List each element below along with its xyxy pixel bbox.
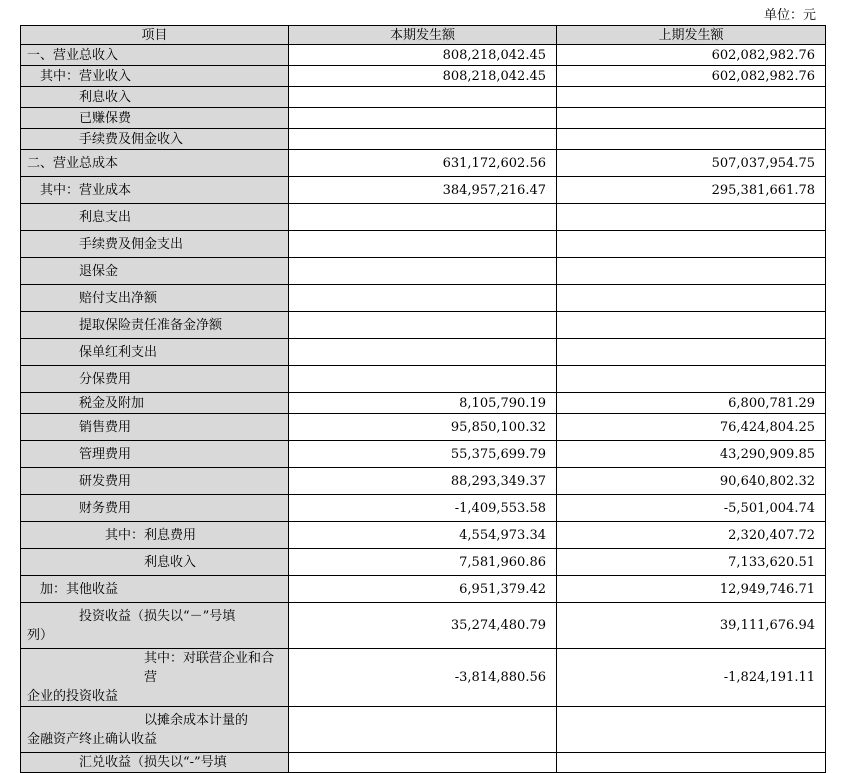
table-row	[21, 576, 826, 603]
row-label: 已赚保费	[79, 110, 132, 126]
prior-period-value: 6,800,781.29	[557, 393, 826, 414]
prior-period-value	[557, 285, 826, 312]
row-label-cell	[21, 495, 289, 522]
prior-period-value	[557, 707, 826, 753]
row-label-cell	[21, 603, 289, 649]
row-label-cell	[21, 414, 289, 441]
row-label: 分保费用	[79, 371, 132, 387]
table-row	[21, 339, 826, 366]
row-label: 利息支出	[79, 209, 132, 225]
row-label-cell	[21, 549, 289, 576]
row-label-cell	[21, 312, 289, 339]
row-label-cell	[21, 258, 289, 285]
prior-period-value: -5,501,004.74	[557, 495, 826, 522]
table-row	[21, 177, 826, 204]
table-body	[21, 45, 826, 773]
prior-period-value: 602,082,982.76	[557, 66, 826, 87]
row-label-cell	[21, 108, 289, 129]
current-period-value	[289, 231, 557, 258]
current-period-value	[289, 108, 557, 129]
row-label: 税金及附加	[79, 395, 145, 411]
row-label-cell	[21, 66, 289, 87]
current-period-value	[289, 312, 557, 339]
current-period-value: -1,409,553.58	[289, 495, 557, 522]
row-label-cell	[21, 707, 289, 753]
row-label: 管理费用	[79, 446, 132, 462]
current-period-value: 808,218,042.45	[289, 45, 557, 66]
prior-period-value: 2,320,407.72	[557, 522, 826, 549]
current-period-value: 384,957,216.47	[289, 177, 557, 204]
current-period-value	[289, 753, 557, 773]
prior-period-value	[557, 366, 826, 393]
table-header-row	[21, 26, 826, 45]
row-label: 财务费用	[79, 500, 132, 516]
row-label-cell	[21, 576, 289, 603]
table-row	[21, 231, 826, 258]
prior-period-value	[557, 312, 826, 339]
prior-period-value: 90,640,802.32	[557, 468, 826, 495]
row-label: 其中：营业收入	[40, 68, 132, 84]
table-row	[21, 87, 826, 108]
header-prior-period: 上期发生额	[557, 26, 826, 45]
current-period-value: -3,814,880.56	[289, 649, 557, 707]
row-label-cell	[21, 522, 289, 549]
row-label-cell	[21, 87, 289, 108]
current-period-value: 8,105,790.19	[289, 393, 557, 414]
prior-period-value	[557, 753, 826, 773]
table-row	[21, 285, 826, 312]
prior-period-value: 43,290,909.85	[557, 441, 826, 468]
current-period-value: 35,274,480.79	[289, 603, 557, 649]
row-label: 利息收入	[79, 89, 132, 105]
row-label: 研发费用	[79, 473, 132, 489]
row-label: 一、营业总收入	[27, 47, 119, 63]
row-label-cell	[21, 204, 289, 231]
row-label: 其中：对联营企业和合营	[144, 651, 275, 685]
row-label-cell	[21, 468, 289, 495]
unit-label: 单位：元	[763, 8, 816, 23]
table-row	[21, 258, 826, 285]
prior-period-value: 12,949,746.71	[557, 576, 826, 603]
table-row	[21, 129, 826, 150]
prior-period-value: -1,824,191.11	[557, 649, 826, 707]
current-period-value	[289, 258, 557, 285]
row-label-cell	[21, 231, 289, 258]
table-row	[21, 549, 826, 576]
table-row	[21, 66, 826, 87]
row-label-cell	[21, 177, 289, 204]
income-statement-table	[20, 25, 826, 773]
table-row	[21, 495, 826, 522]
current-period-value: 55,375,699.79	[289, 441, 557, 468]
row-label-cell	[21, 150, 289, 177]
prior-period-value: 7,133,620.51	[557, 549, 826, 576]
row-label-cell	[21, 285, 289, 312]
prior-period-value: 39,111,676.94	[557, 603, 826, 649]
table-row	[21, 312, 826, 339]
row-label-cell	[21, 753, 289, 773]
row-label-cell	[21, 339, 289, 366]
row-label-continued: 列）	[27, 627, 54, 643]
current-period-value: 6,951,379.42	[289, 576, 557, 603]
table-row	[21, 366, 826, 393]
current-period-value	[289, 707, 557, 753]
row-label-continued: 金融资产终止确认收益	[27, 731, 158, 747]
row-label: 以摊余成本计量的	[144, 712, 249, 728]
current-period-value: 88,293,349.37	[289, 468, 557, 495]
header-current-period: 本期发生额	[289, 26, 557, 45]
table-row	[21, 753, 826, 773]
row-label: 投资收益（损失以“－”号填	[79, 608, 236, 624]
current-period-value	[289, 366, 557, 393]
current-period-value: 808,218,042.45	[289, 66, 557, 87]
row-label: 手续费及佣金收入	[79, 131, 184, 147]
row-label-cell	[21, 366, 289, 393]
table-row	[21, 108, 826, 129]
row-label: 其中：营业成本	[40, 182, 132, 198]
row-label: 保单红利支出	[79, 344, 158, 360]
current-period-value: 4,554,973.34	[289, 522, 557, 549]
table-row	[21, 603, 826, 649]
current-period-value	[289, 339, 557, 366]
row-label-continued: 企业的投资收益	[27, 689, 119, 704]
current-period-value: 95,850,100.32	[289, 414, 557, 441]
current-period-value: 7,581,960.86	[289, 549, 557, 576]
table-row	[21, 393, 826, 414]
row-label-cell	[21, 45, 289, 66]
table-row	[21, 45, 826, 66]
row-label-cell	[21, 393, 289, 414]
current-period-value: 631,172,602.56	[289, 150, 557, 177]
prior-period-value	[557, 231, 826, 258]
row-label: 加：其他收益	[40, 581, 119, 597]
row-label-cell	[21, 649, 289, 707]
table-row	[21, 414, 826, 441]
table-row	[21, 468, 826, 495]
prior-period-value	[557, 129, 826, 150]
row-label-cell	[21, 129, 289, 150]
current-period-value	[289, 285, 557, 312]
prior-period-value: 295,381,661.78	[557, 177, 826, 204]
prior-period-value	[557, 204, 826, 231]
prior-period-value: 602,082,982.76	[557, 45, 826, 66]
row-label: 二、营业总成本	[27, 155, 119, 171]
current-period-value	[289, 204, 557, 231]
table-row	[21, 441, 826, 468]
current-period-value	[289, 129, 557, 150]
row-label: 汇兑收益（损失以“-”号填	[79, 755, 227, 770]
prior-period-value	[557, 87, 826, 108]
table-row	[21, 204, 826, 231]
table-row	[21, 150, 826, 177]
row-label: 其中：利息费用	[105, 527, 197, 543]
table-row	[21, 649, 826, 707]
prior-period-value	[557, 258, 826, 285]
row-label: 赔付支出净额	[79, 290, 158, 306]
prior-period-value	[557, 339, 826, 366]
row-label: 利息收入	[144, 554, 197, 570]
row-label: 销售费用	[79, 419, 132, 435]
prior-period-value: 507,037,954.75	[557, 150, 826, 177]
row-label: 手续费及佣金支出	[79, 236, 184, 252]
prior-period-value: 76,424,804.25	[557, 414, 826, 441]
table-row	[21, 707, 826, 753]
row-label-cell	[21, 441, 289, 468]
table-row	[21, 522, 826, 549]
prior-period-value	[557, 108, 826, 129]
header-item: 项目	[21, 26, 289, 45]
row-label: 提取保险责任准备金净额	[79, 317, 223, 333]
current-period-value	[289, 87, 557, 108]
row-label: 退保金	[79, 263, 119, 279]
